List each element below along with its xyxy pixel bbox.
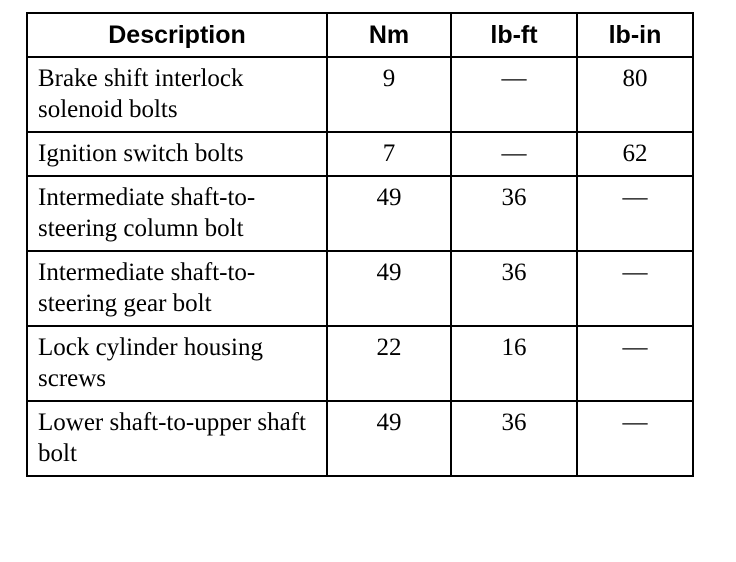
row-nm: 22 [327, 326, 451, 401]
row-nm: 49 [327, 176, 451, 251]
row-lb-in: 62 [577, 132, 693, 176]
torque-specifications-table [26, 12, 694, 477]
row-description: Ignition switch bolts [27, 132, 327, 176]
row-lb-ft: 36 [451, 401, 577, 476]
row-description: Lower shaft-to-upper shaft bolt [27, 401, 327, 476]
table-row [27, 401, 693, 476]
row-nm: 7 [327, 132, 451, 176]
table-header-row [27, 13, 693, 57]
header-nm: Nm [327, 13, 451, 57]
row-nm: 49 [327, 251, 451, 326]
row-lb-ft: — [451, 57, 577, 132]
row-lb-in: — [577, 401, 693, 476]
table-row [27, 132, 693, 176]
row-description: Lock cylinder housing screws [27, 326, 327, 401]
row-nm: 49 [327, 401, 451, 476]
header-lb-in: lb-in [577, 13, 693, 57]
row-lb-in: 80 [577, 57, 693, 132]
row-lb-ft: 16 [451, 326, 577, 401]
header-description: Description [27, 13, 327, 57]
row-nm: 9 [327, 57, 451, 132]
row-lb-in: — [577, 176, 693, 251]
row-description: Intermediate shaft-to-steering column bolt [27, 176, 327, 251]
table-row [27, 57, 693, 132]
row-lb-in: — [577, 326, 693, 401]
row-lb-ft: 36 [451, 176, 577, 251]
row-description: Brake shift interlock solenoid bolts [27, 57, 327, 132]
table-row [27, 251, 693, 326]
row-lb-ft: — [451, 132, 577, 176]
row-lb-ft: 36 [451, 251, 577, 326]
row-lb-in: — [577, 251, 693, 326]
row-description: Intermediate shaft-to-steering gear bolt [27, 251, 327, 326]
table-row [27, 176, 693, 251]
table-row [27, 326, 693, 401]
header-lb-ft: lb-ft [451, 13, 577, 57]
